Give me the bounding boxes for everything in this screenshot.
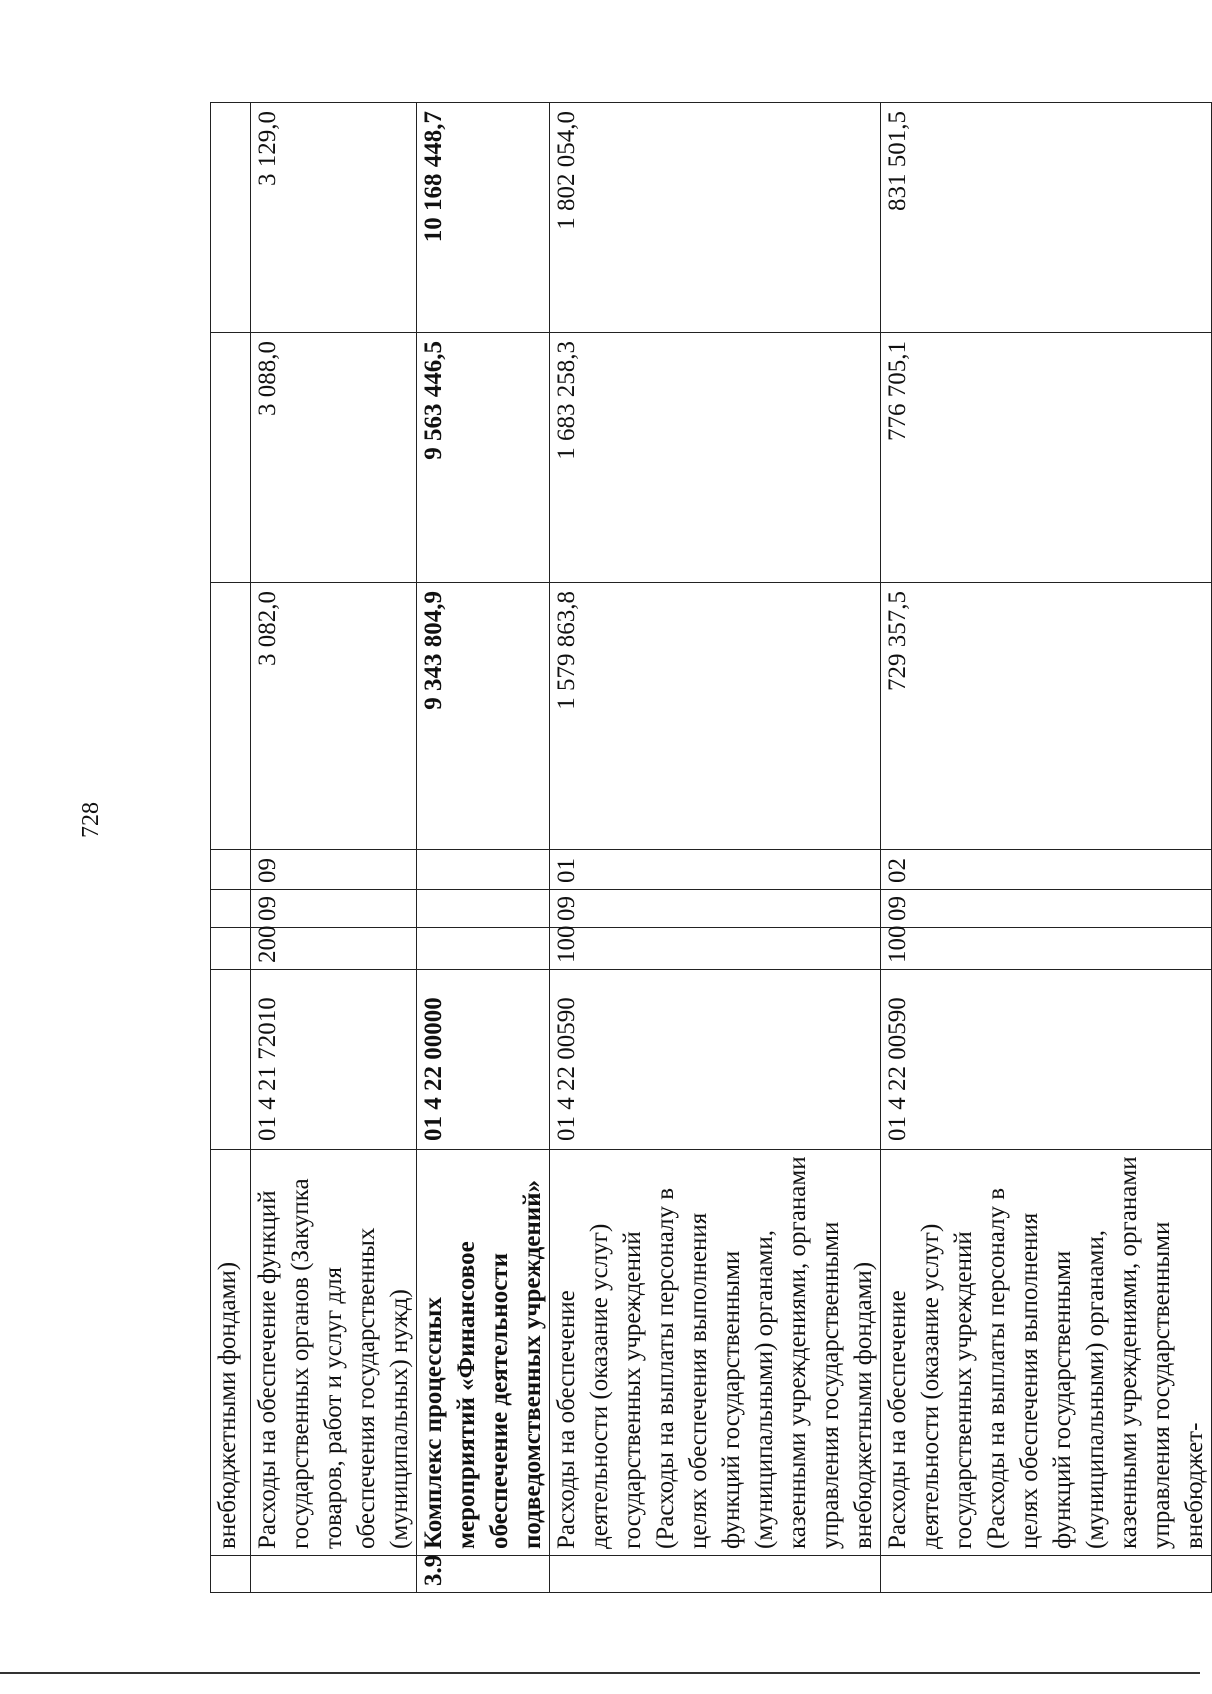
- row-name: внебюджетными фондами): [211, 1150, 251, 1556]
- expense-type: [211, 928, 251, 970]
- amount-year-1: 729 357,5: [881, 583, 1212, 850]
- row-number: [550, 1556, 881, 1593]
- amount-year-2: 776 705,1: [881, 333, 1212, 583]
- target-article: 01 4 21 72010: [251, 970, 417, 1150]
- amount-year-2: 3 088,0: [251, 333, 417, 583]
- amount-year-1: 1 579 863,8: [550, 583, 881, 850]
- amount-year-1: 3 082,0: [251, 583, 417, 850]
- table-row: [881, 103, 1212, 1593]
- amount-year-3: 1 802 054,0: [550, 103, 881, 333]
- amount-year-1: [211, 583, 251, 850]
- table-row: [211, 103, 251, 1593]
- amount-year-2: 9 563 446,5: [417, 333, 550, 583]
- target-article: 01 4 22 00000: [417, 970, 550, 1150]
- subsection: [211, 850, 251, 890]
- table-row: [417, 103, 550, 1593]
- row-name: Расходы на обеспечение деятельности (оказание услуг) государственных учреждений (Расходы на выплаты персоналу в целях обеспечения выполнения функций государственными (муниципальными) органами, казенными учреждениями, органами управления государственными внебюджетными фондами): [550, 1150, 881, 1556]
- target-article: [211, 970, 251, 1150]
- subsection: 01: [550, 850, 881, 890]
- section: [211, 890, 251, 928]
- section: 09: [251, 890, 417, 928]
- table-row: [550, 103, 881, 1593]
- amount-year-3: 3 129,0: [251, 103, 417, 333]
- amount-year-1: 9 343 804,9: [417, 583, 550, 850]
- amount-year-3: [211, 103, 251, 333]
- section: [417, 890, 550, 928]
- row-number: [251, 1556, 417, 1593]
- page-number: 728: [78, 802, 104, 838]
- row-number: 3.9: [417, 1556, 550, 1593]
- section: 09: [550, 890, 881, 928]
- budget-table: [210, 102, 1212, 1593]
- page-bottom-rule: [0, 1672, 1200, 1674]
- row-number: [881, 1556, 1212, 1593]
- target-article: 01 4 22 00590: [550, 970, 881, 1150]
- target-article: 01 4 22 00590: [881, 970, 1212, 1150]
- amount-year-3: 10 168 448,7: [417, 103, 550, 333]
- expense-type: [417, 928, 550, 970]
- rotated-table-container: [210, 103, 1208, 1593]
- row-name: Комплекс процессных мероприятий «Финансовое обеспечение деятельности подведомственных учреждений»: [417, 1150, 550, 1556]
- section: 09: [881, 890, 1212, 928]
- expense-type: 200: [251, 928, 417, 970]
- row-number: [211, 1556, 251, 1593]
- table-row: [251, 103, 417, 1593]
- amount-year-2: [211, 333, 251, 583]
- subsection: [417, 850, 550, 890]
- expense-type: 100: [881, 928, 1212, 970]
- subsection: 02: [881, 850, 1212, 890]
- expense-type: 100: [550, 928, 881, 970]
- row-name: Расходы на обеспечение функций государственных органов (Закупка товаров, работ и услуг для обеспечения государственных (муниципальных) нужд): [251, 1150, 417, 1556]
- subsection: 09: [251, 850, 417, 890]
- amount-year-2: 1 683 258,3: [550, 333, 881, 583]
- amount-year-3: 831 501,5: [881, 103, 1212, 333]
- row-name: Расходы на обеспечение деятельности (оказание услуг) государственных учреждений (Расходы на выплаты персоналу в целях обеспечения выполнения функций государственными (муниципальными) органами, казенными учреждениями, органами управления государственными внебюджет-: [881, 1150, 1212, 1556]
